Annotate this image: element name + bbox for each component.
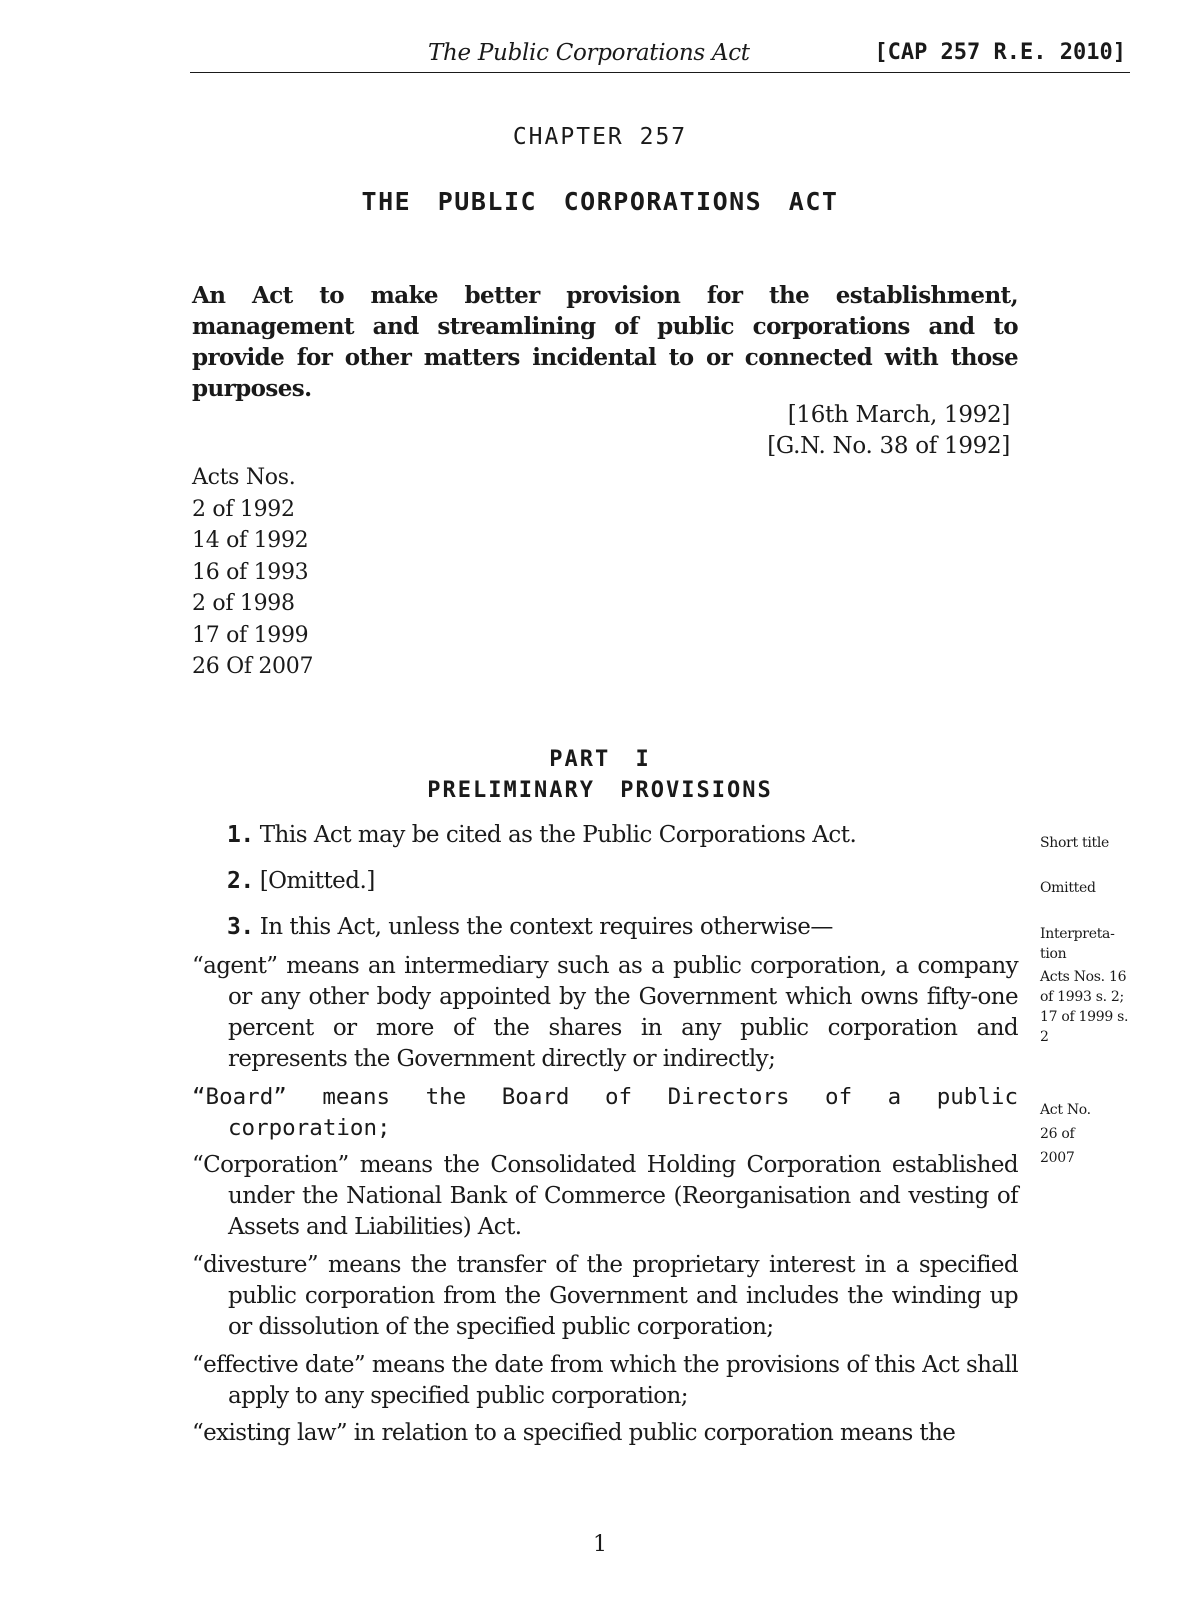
- section-2: [227, 866, 1027, 897]
- act-item: 17 of 1999: [192, 622, 309, 648]
- definition-agent: “agent” means an intermediary such as a public corporation, a company or any other body appointed by the Government which owns fifty-one percent or more of the shares in any public corporation and represents the Government directly or indirectly;: [192, 953, 1018, 1072]
- amending-acts-list: [192, 462, 313, 683]
- definition-existing-law: “existing law” in relation to a specified public corporation means the: [192, 1420, 956, 1446]
- act-item: 16 of 1993: [192, 559, 309, 585]
- section-text: This Act may be cited as the Public Corporations Act.: [259, 822, 857, 848]
- part-number: PART I: [549, 747, 651, 772]
- act-item: 26 Of 2007: [192, 654, 314, 679]
- act-item: 2 of 1992: [192, 496, 295, 522]
- act-title: THE PUBLIC CORPORATIONS ACT: [361, 187, 839, 216]
- margin-note-interpretation: Interpreta-tion: [1040, 926, 1115, 962]
- header-chapter-reference: [CAP 257 R.E. 2010]: [874, 40, 1126, 65]
- margin-note-omitted: Omitted: [1040, 880, 1096, 896]
- part-title: PRELIMINARY PROVISIONS: [427, 778, 773, 803]
- commencement-date: [16th March, 1992]: [787, 402, 1010, 428]
- part-heading: [0, 744, 1200, 806]
- section-text: In this Act, unless the context requires otherwise—: [259, 914, 833, 940]
- gazette-notice: [G.N. No. 38 of 1992]: [767, 433, 1010, 459]
- margin-note-short-title: Short title: [1040, 835, 1109, 851]
- section-3: [227, 912, 1027, 943]
- definition-divesture: “divesture” means the transfer of the proprietary interest in a specified public corporation from the Government and includes the winding up or dissolution of the specified public corporation;: [192, 1252, 1018, 1340]
- definition-effective-date: “effective date” means the date from which the provisions of this Act shall apply to any specified public corporation;: [192, 1352, 1018, 1409]
- commencement-dates: [767, 400, 1010, 462]
- page-number: 1: [593, 1532, 607, 1557]
- chapter-number: CHAPTER 257: [512, 124, 688, 150]
- acts-heading: Acts Nos.: [192, 465, 296, 490]
- act-item: 2 of 1998: [192, 591, 295, 616]
- margin-note-interpretation-acts: Acts Nos. 16 of 1993 s. 2; 17 of 1999 s. 2: [1040, 969, 1129, 1045]
- section-number: 3.: [227, 914, 254, 940]
- long-title: An Act to make better provision for the establishment, management and streamlining of public corporations and to provide for other matters incidental to or connected with those purposes.: [192, 282, 1018, 402]
- section-1: [227, 820, 1027, 851]
- section-number: 2.: [227, 868, 254, 894]
- margin-note-act-2007: Act No. 26 of 2007: [1040, 1102, 1091, 1166]
- definition-board: “Board” means the Board of Directors of a public corporation;: [192, 1084, 1018, 1141]
- header-act-title: The Public Corporations Act: [428, 40, 750, 66]
- running-header: [190, 38, 1130, 73]
- section-text: [Omitted.]: [259, 868, 375, 894]
- act-item: 14 of 1992: [192, 528, 309, 553]
- section-number: 1.: [227, 822, 254, 848]
- definition-corporation: “Corporation” means the Consolidated Holding Corporation established under the National Bank of Commerce (Reorganisation and vesting of Assets and Liabilities) Act.: [192, 1152, 1018, 1240]
